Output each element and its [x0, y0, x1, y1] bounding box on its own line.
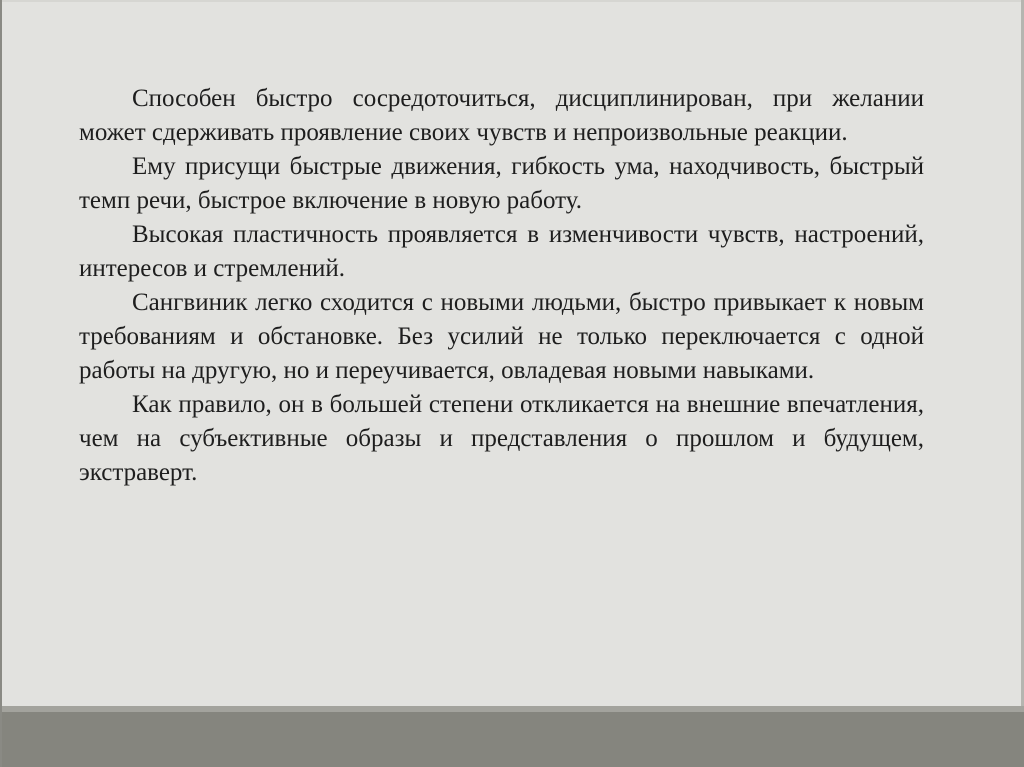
paragraph-4: Сангвиник легко сходится с новыми людьми, быстро привыкает к новым требованиям и обстановке. Без усилий не только переключается с одной работы на другую, но и переучивается, овладевая новыми навыками.: [79, 289, 924, 384]
paragraph-2: Ему присущи быстрые движения, гибкость ума, находчивость, быстрый темп речи, быстрое включение в новую работу.: [79, 153, 924, 214]
slide-top-edge: [2, 0, 1024, 2]
paragraph-3: Высокая пластичность проявляется в изменчивости чувств, настроений, интересов и стремлений.: [79, 221, 924, 282]
paragraph-5: Как правило, он в большей степени откликается на внешние впечатления, чем на субъективные образы и представления о прошлом и будущем, экстраверт.: [79, 391, 924, 486]
slide-text-body: [79, 82, 924, 490]
paragraph-1: Способен быстро сосредоточиться, дисциплинирован, при желании может сдерживать проявление своих чувств и непроизвольные реакции.: [79, 85, 924, 146]
bottom-band: [2, 712, 1024, 767]
